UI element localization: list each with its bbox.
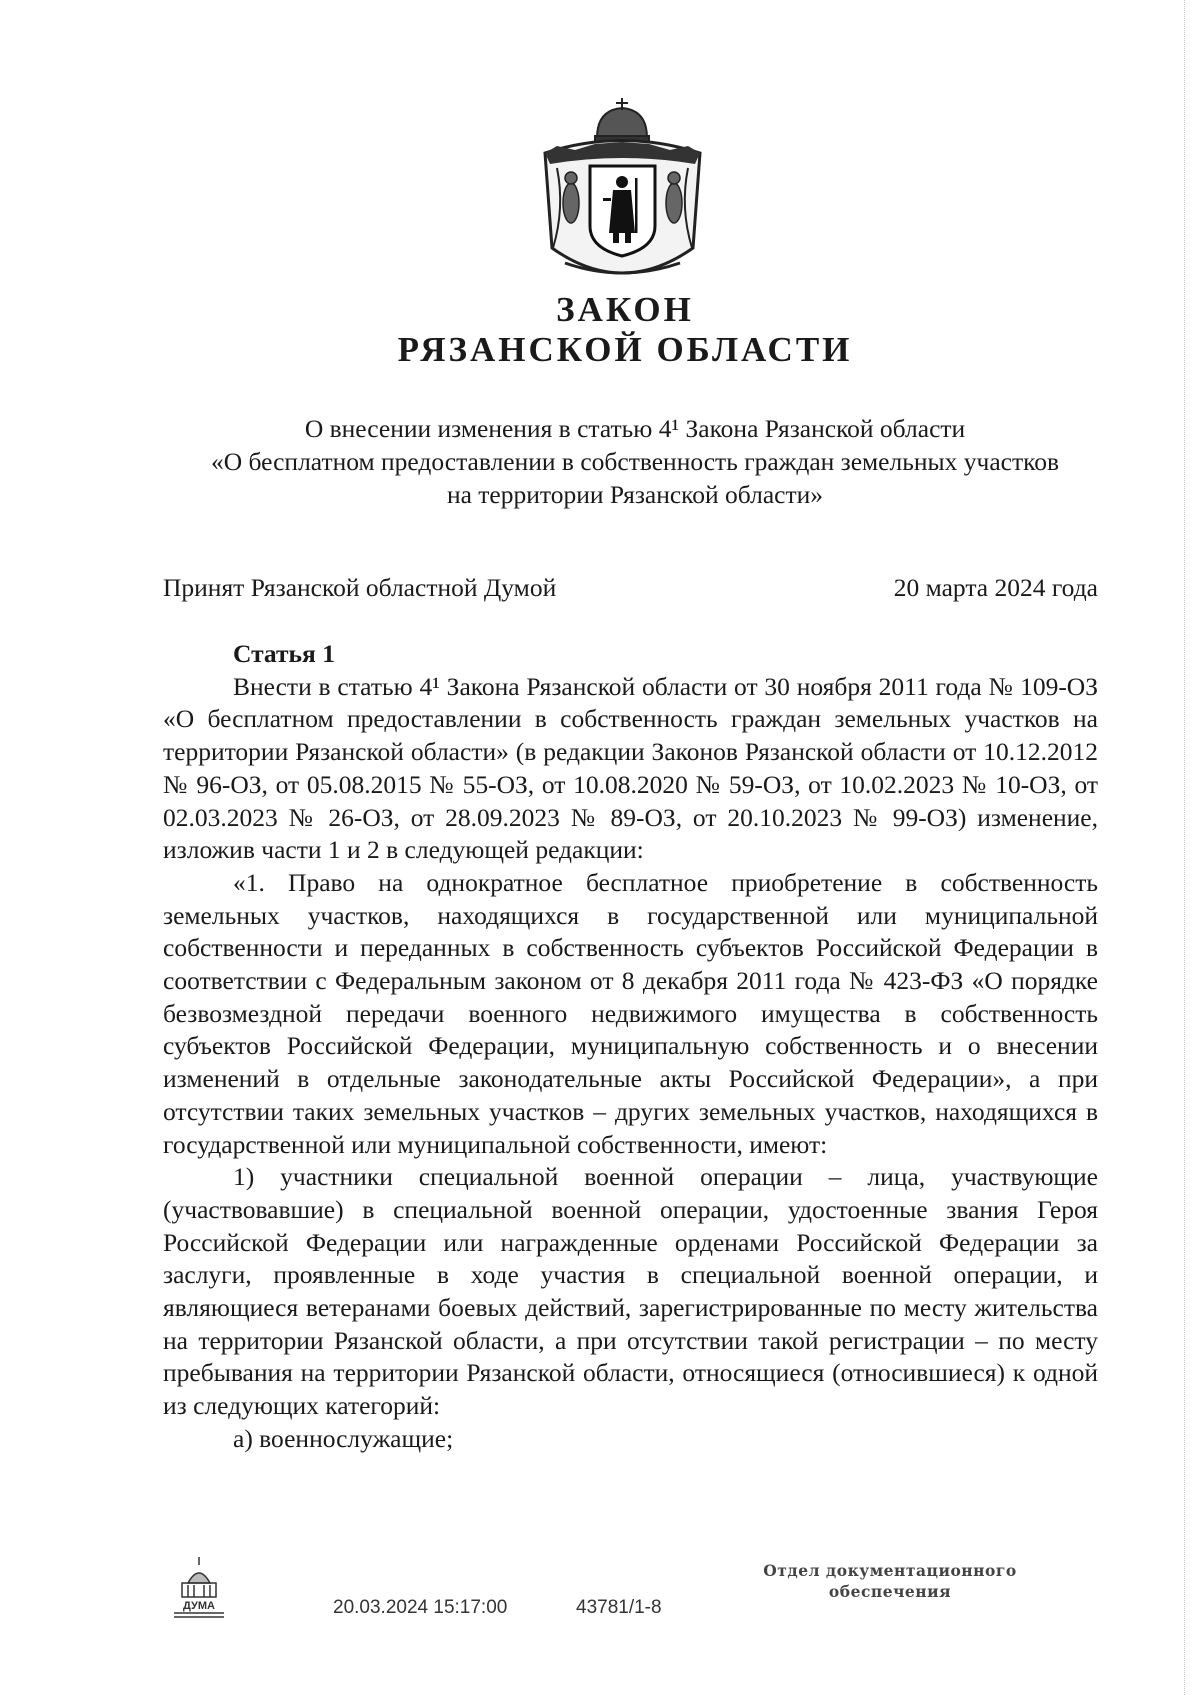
law-region-title: РЯЗАНСКОЙ ОБЛАСТИ (397, 330, 853, 369)
paragraph: «1. Право на однократное бесплатное приобретение в собственность земельных участков, находящихся в государственной или муниципальной собственности и переданных в собственность субъектов Российской Федерации в соответствии с Федеральным законом от 8 декабря 2011 года № 423-ФЗ «О порядке безвозмездной передачи военного недвижимого имущества в собственность субъектов Российской Федерации, муниципальную собственность и о внесении изменений в отдельные законодательные акты Российской Федерации», а при отсутствии таких земельных участков – других земельных участков, находящихся в государственной или муниципальной собственности, имеют: (163, 867, 1098, 1159)
paragraph: Внести в статью 4¹ Закона Рязанской области от 30 ноября 2011 года № 109-ОЗ «О бесплатном предоставлении в собственность граждан земельных участков на территории Рязанской области» (в редакции Законов Рязанской области от 10.12.2012 № 96-ОЗ, от 05.08.2015 № 55-ОЗ, от 10.08.2020 № 59-ОЗ, от 10.02.2023 № 10-ОЗ, от 02.03.2023 № 26-ОЗ, от 28.09.2023 № 89-ОЗ, от 20.10.2023 № 99-ОЗ) изменение, изложив части 1 и 2 в следующей редакции: (163, 671, 1098, 865)
svg-text:ДУМА: ДУМА (183, 1600, 215, 1612)
scan-edge-divider (1184, 0, 1185, 1695)
subject-line: на территории Рязанской области» (446, 480, 824, 509)
adopted-by: Принят Рязанской областной Думой (163, 573, 557, 602)
law-subject (160, 412, 1110, 511)
dept-line: обеспечения (828, 1582, 952, 1601)
article-heading: Статья 1 (233, 639, 335, 668)
subject-line: О внесении изменения в статью 4¹ Закона Рязанской области (304, 414, 966, 443)
law-title: ЗАКОН (556, 290, 694, 329)
duma-logo-icon (170, 1555, 228, 1621)
dept-line: Отдел документационного (763, 1561, 1017, 1580)
adoption-line (163, 573, 1098, 603)
coat-of-arms-icon (535, 98, 710, 288)
adoption-date: 20 марта 2024 года (893, 573, 1098, 602)
paragraph: 1) участники специальной военной операции – лица, участвующие (участвовавшие) в специальной военной операции, удостоенные звания Героя Российской Федерации или награжденные орденами Российской Федерации за заслуги, проявленные в ходе участия в специальной военной операции, и являющиеся ветеранами боевых действий, зарегистрированные по месту жительства на территории Рязанской области, а при отсутствии такой регистрации – по месту пребывания на территории Рязанской области, относящиеся (относившиеся) к одной из следующих категорий: (163, 1162, 1098, 1421)
paragraph: а) военнослужащие; (233, 1423, 454, 1453)
department-stamp (745, 1560, 1035, 1602)
subject-line: «О бесплатном предоставлении в собственность граждан земельных участков (210, 447, 1059, 476)
law-body (163, 638, 1098, 1456)
registration-number: 43781/1-8 (576, 1597, 662, 1618)
registration-timestamp: 20.03.2024 15:17:00 (333, 1597, 508, 1618)
